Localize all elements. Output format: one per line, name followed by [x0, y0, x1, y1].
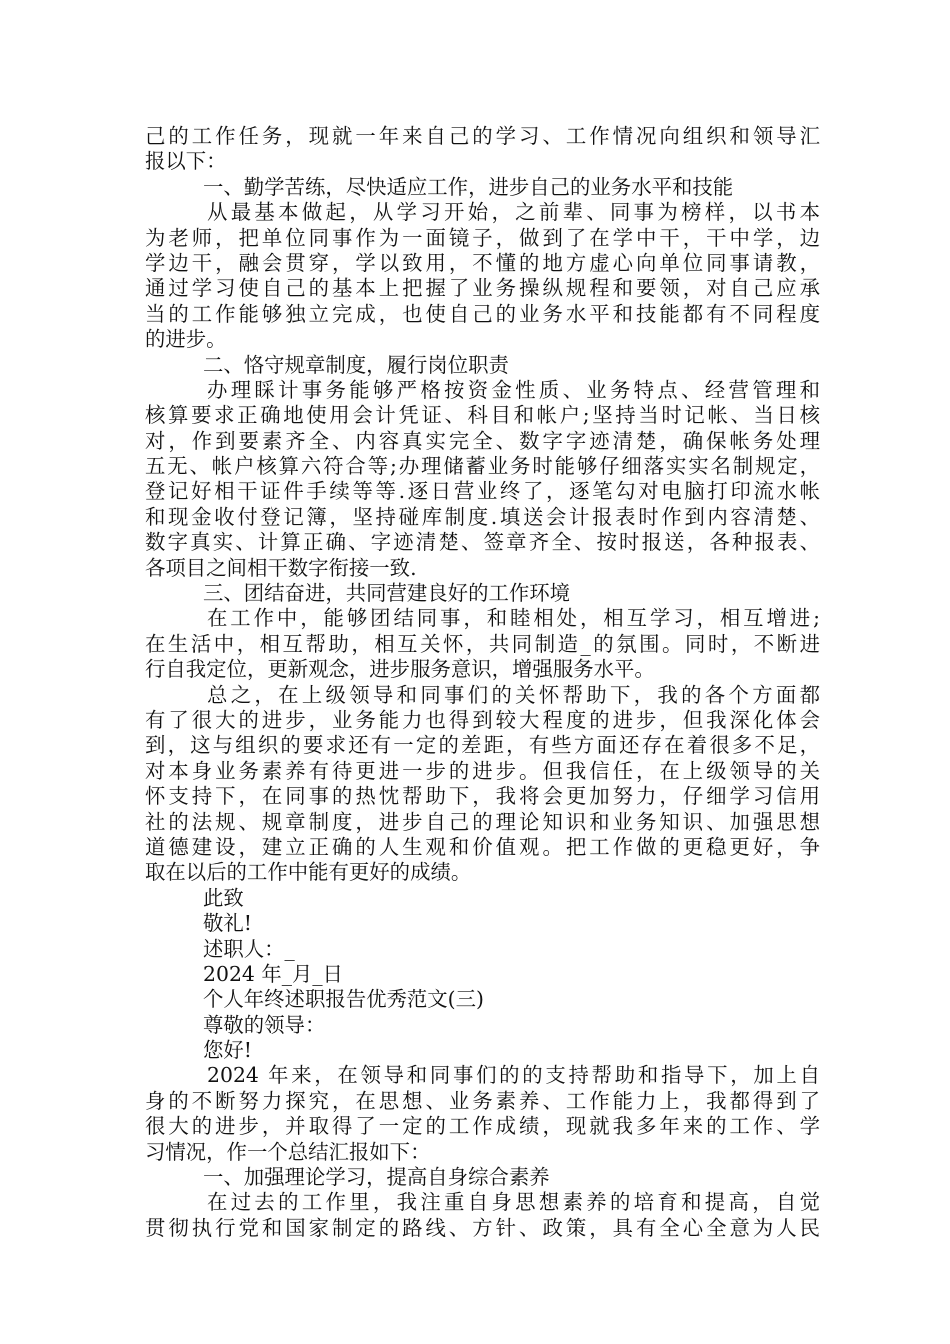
text-line: 很大的进步，并取得了一定的工作成绩，现就我多年来的工作、学 [145, 1114, 820, 1139]
text-line: 贯彻执行党和国家制定的路线、方针、政策，具有全心全意为人民 [145, 1215, 820, 1240]
section-heading: 一、加强理论学习，提高自身综合素养 [203, 1165, 550, 1190]
text-line: 通过学习使自己的基本上把握了业务操纵规程和要领，对自己应承 [145, 276, 820, 301]
text-line: 五无、帐户核算六符合等;办理储蓄业务时能够仔细落实实名制规定， [145, 454, 820, 479]
text-line: 从最基本做起，从学习开始，之前辈、同事为榜样，以书本 [207, 200, 820, 225]
text-line: 在工作中，能够团结同事，和睦相处，相互学习，相互增进; [207, 606, 820, 631]
text-line: 取在以后的工作中能有更好的成绩。 [145, 860, 472, 885]
text-line: 在过去的工作里，我注重自身思想素养的培育和提高，自觉 [207, 1190, 820, 1215]
text-line: 核算要求正确地使用会计凭证、科目和帐户;坚持当时记帐、当日核 [145, 403, 820, 428]
text-line: 2024 年来，在领导和同事们的的支持帮助和指导下，加上自 [207, 1063, 820, 1088]
text-line: 己的工作任务，现就一年来自己的学习、工作情况向组织和领导汇 [145, 124, 820, 148]
text-line: 社的法规、规章制度，进步自己的理论知识和业务知识、加强思想 [145, 809, 820, 834]
document-page [145, 124, 820, 1241]
text-line: 当的工作能够独立完成，也使自己的业务水平和技能都有不同程度 [145, 301, 820, 326]
document-subtitle: 个人年终述职报告优秀范文(三) [203, 987, 484, 1012]
text-line: 的进步。 [145, 327, 227, 352]
section-heading: 一、勤学苦练，尽快适应工作，进步自己的业务水平和技能 [203, 174, 734, 199]
text-line: 登记好相干证件手续等等.逐日营业终了，逐笔勾对电脑打印流水帐 [145, 479, 820, 504]
greeting-line: 您好! [203, 1038, 252, 1063]
text-line: 到，这与组织的要求还有一定的差距，有些方面还存在着很多不足， [145, 733, 820, 758]
text-line: 报以下： [145, 149, 227, 174]
closing-line: 此致 [203, 885, 244, 910]
text-line: 总之，在上级领导和同事们的关怀帮助下，我的各个方面都 [207, 682, 820, 707]
salutation-line: 尊敬的领导： [203, 1012, 326, 1037]
text-line: 办理睬计事务能够严格按资金性质、业务特点、经营管理和 [207, 377, 820, 402]
text-line: 对，作到要素齐全、内容真实完全、数字字迹清楚，确保帐务处理 [145, 428, 820, 453]
text-line: 各项目之间相干数字衔接一致. [145, 555, 417, 580]
text-line: 有了很大的进步，业务能力也得到较大程度的进步，但我深化体会 [145, 707, 820, 732]
text-line: 习情况，作一个总结汇报如下： [145, 1139, 431, 1164]
text-line: 在生活中，相互帮助，相互关怀，共同制造_的氛围。同时，不断进 [145, 631, 820, 656]
text-line: 行自我定位，更新观念，进步服务意识，增强服务水平。 [145, 657, 655, 682]
text-line: 对本身业务素养有待更进一步的进步。但我信任，在上级领导的关 [145, 758, 820, 783]
text-line: 和现金收付登记簿，坚持碰库制度.填送会计报表时作到内容清楚、 [145, 504, 820, 529]
closing-line: 敬礼! [203, 911, 252, 936]
text-line: 怀支持下，在同事的热忱帮助下，我将会更加努力，仔细学习信用 [145, 784, 820, 809]
section-heading: 二、恪守规章制度，履行岗位职责 [203, 352, 509, 377]
section-heading: 三、团结奋进，共同营建良好的工作环境 [203, 581, 571, 606]
text-line: 身的不断努力探究，在思想、业务素养、工作能力上，我都得到了 [145, 1088, 820, 1113]
signature-line: 述职人：_ [203, 936, 295, 961]
text-line: 为老师，把单位同事作为一面镜子，做到了在学中干，干中学，边 [145, 225, 820, 250]
text-line: 学边干，融会贯穿，学以致用，不懂的地方虚心向单位同事请教， [145, 250, 820, 275]
date-line: 2024 年_月_日 [203, 961, 343, 986]
text-line: 道德建设，建立正确的人生观和价值观。把工作做的更稳更好，争 [145, 834, 820, 859]
text-line: 数字真实、计算正确、字迹清楚、签章齐全、按时报送，各种报表、 [145, 530, 820, 555]
